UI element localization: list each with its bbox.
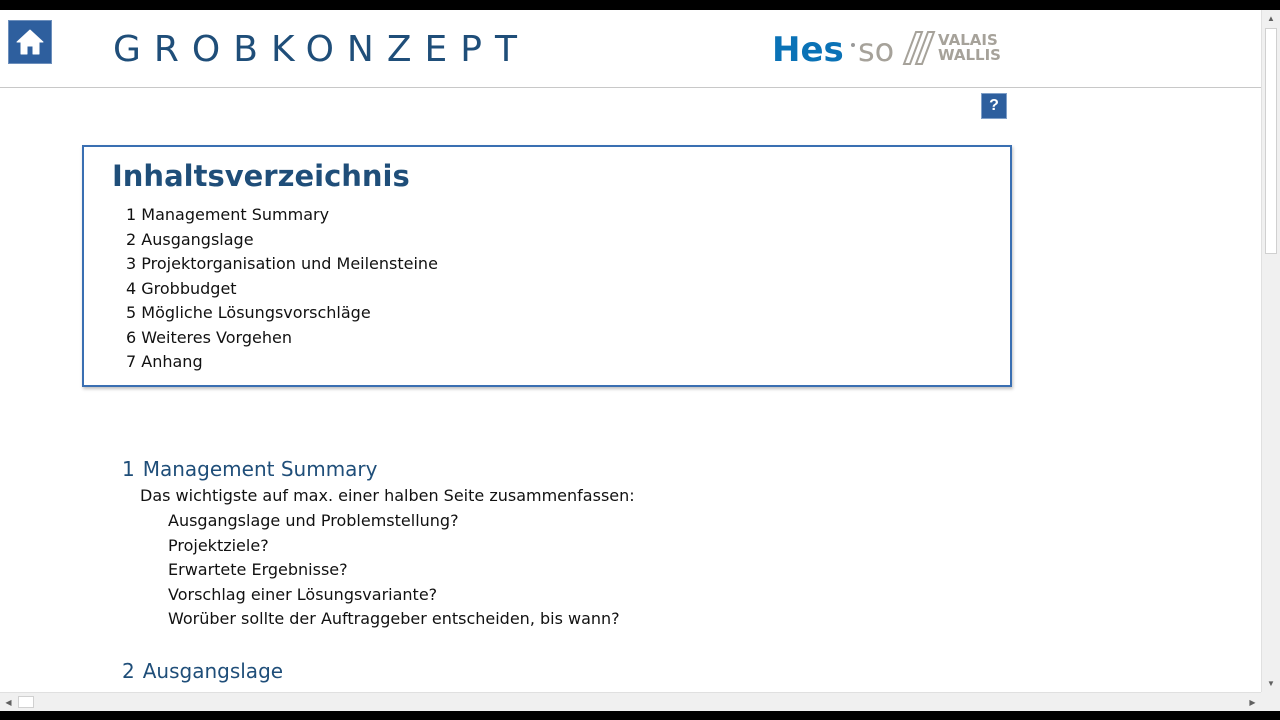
toc-item-management-summary[interactable]: 1 Management Summary <box>126 205 330 224</box>
logo-slashes-icon <box>900 30 936 66</box>
page-title: GROBKONZEPT <box>113 29 530 70</box>
home-icon <box>15 27 45 57</box>
scroll-down-arrow-icon[interactable]: ▼ <box>1267 679 1275 688</box>
toc-item-loesungsvorschlaege[interactable]: 5 Mögliche Lösungsvorschläge <box>126 303 371 322</box>
logo-so-text: so <box>858 31 895 69</box>
vertical-scroll-thumb[interactable] <box>1265 28 1277 254</box>
hes-so-logo <box>772 30 1002 70</box>
summary-intro: Das wichtigste auf max. einer halben Seite zusammenfassen: <box>140 486 635 505</box>
logo-dot <box>851 43 855 47</box>
toc-item-grobbudget[interactable]: 4 Grobbudget <box>126 278 237 298</box>
summary-question-list <box>168 509 620 632</box>
toc-item-ausgangslage[interactable]: 2 Ausgangslage <box>126 229 254 249</box>
table-of-contents <box>82 145 1012 387</box>
scrollbar-corner <box>1261 692 1280 711</box>
scroll-left-arrow-icon[interactable]: ◀ <box>5 697 12 707</box>
page-header <box>0 10 1261 88</box>
vertical-scrollbar[interactable] <box>1261 10 1280 692</box>
section-title: Management Summary <box>142 457 378 481</box>
list-item: Worüber sollte der Auftraggeber entscheiden, bis wann? <box>168 609 620 628</box>
horizontal-scrollbar[interactable] <box>0 692 1261 711</box>
list-item: Projektziele? <box>168 535 269 555</box>
toc-item-projektorganisation[interactable]: 3 Projektorganisation und Meilensteine <box>126 254 438 273</box>
logo-hes-text: Hes <box>772 30 844 70</box>
list-item: Erwartete Ergebnisse? <box>168 560 348 579</box>
toc-item-anhang[interactable]: 7 Anhang <box>126 352 203 371</box>
document-viewport <box>0 10 1280 711</box>
toc-item-weiteres-vorgehen[interactable]: 6 Weiteres Vorgehen <box>126 327 292 347</box>
section-number: 2 <box>122 659 135 683</box>
logo-valais-text: VALAIS <box>938 31 998 49</box>
home-button[interactable] <box>8 20 52 64</box>
toc-list <box>126 203 438 375</box>
toc-heading: Inhaltsverzeichnis <box>112 159 410 193</box>
section-title: Ausgangslage <box>142 659 284 683</box>
list-item: Ausgangslage und Problemstellung? <box>168 511 459 530</box>
list-item: Vorschlag einer Lösungsvariante? <box>168 584 438 604</box>
horizontal-scroll-thumb[interactable] <box>18 696 34 708</box>
scroll-right-arrow-icon[interactable]: ▶ <box>1249 697 1256 707</box>
section-heading-management-summary <box>122 457 378 481</box>
section-number: 1 <box>122 457 135 481</box>
logo-wallis-text: WALLIS <box>938 46 1001 64</box>
section-heading-ausgangslage <box>122 659 283 683</box>
scroll-up-arrow-icon[interactable]: ▲ <box>1267 14 1275 23</box>
help-button[interactable]: ? <box>981 93 1007 119</box>
